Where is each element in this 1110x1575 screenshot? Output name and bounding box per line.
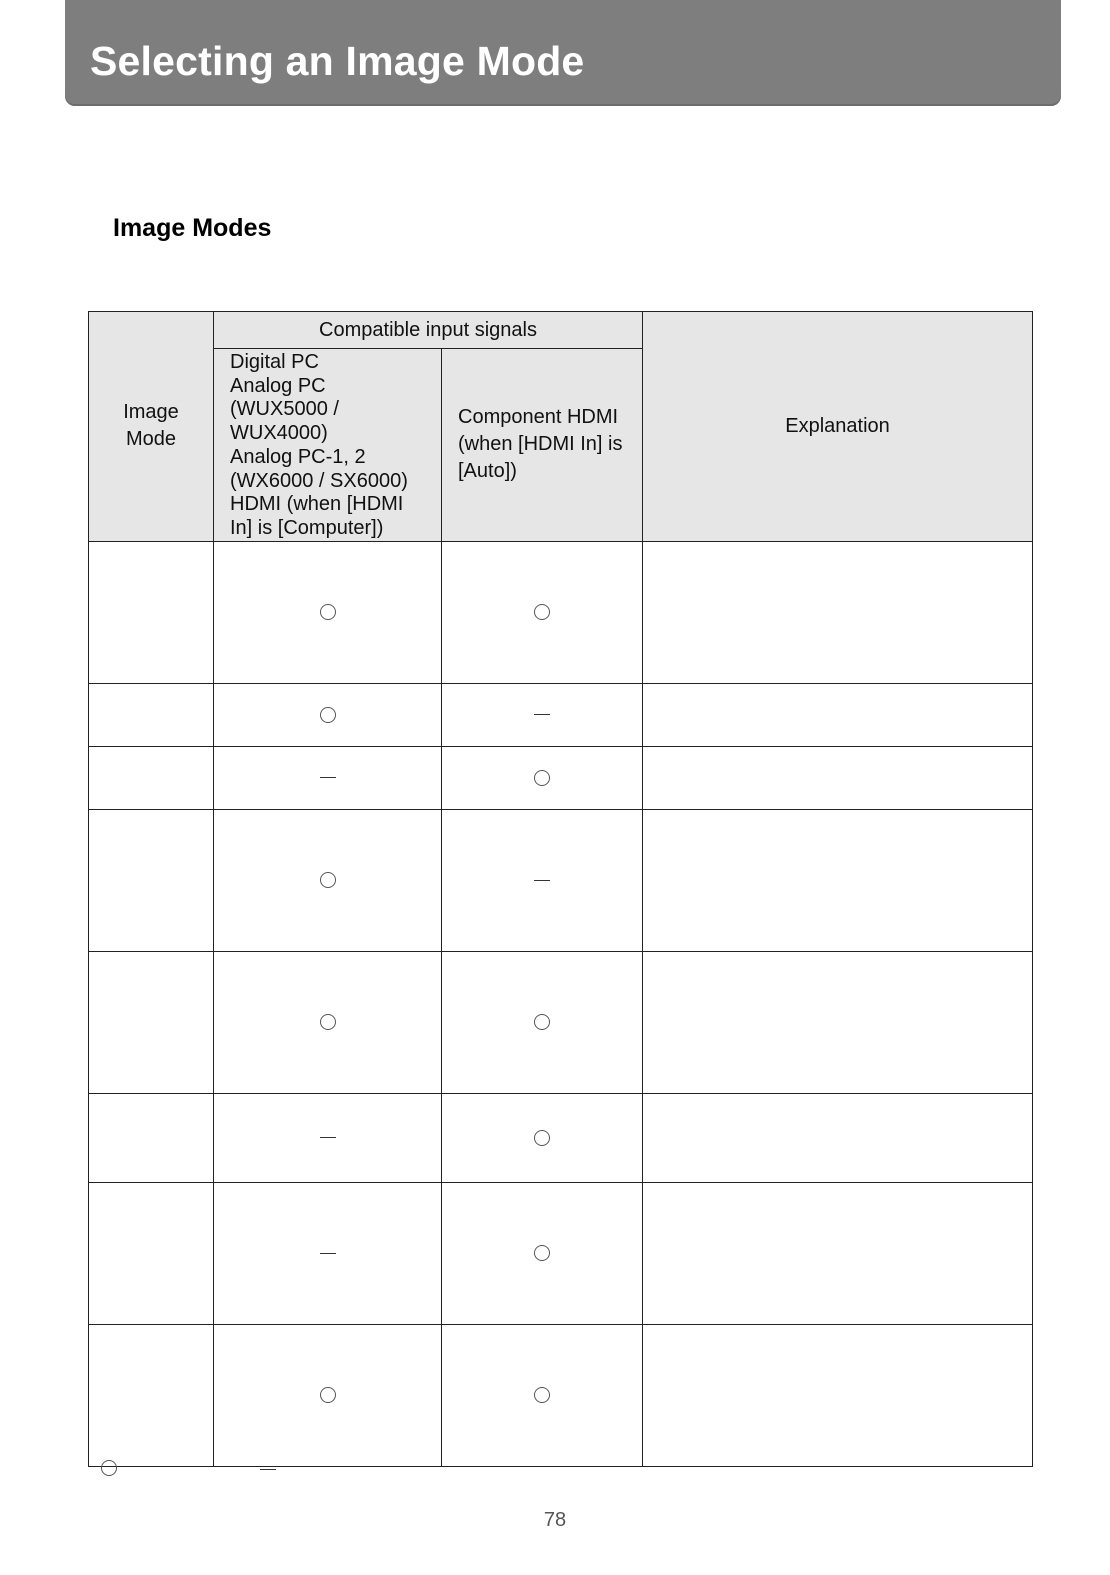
component-hdmi-cell [442, 809, 643, 951]
header-explanation: Explanation [643, 312, 1033, 542]
available-circle-icon [534, 1014, 550, 1030]
header-compatible-input-signals: Compatible input signals [214, 312, 643, 349]
component-hdmi-cell [442, 1093, 643, 1182]
table-row [89, 541, 1033, 683]
unavailable-dash-icon [320, 1253, 336, 1254]
header-digital-pc [214, 349, 442, 542]
header-digital-pc-line: Digital PC [230, 351, 319, 373]
explanation-cell [643, 1093, 1033, 1182]
available-circle-icon [320, 872, 336, 888]
header-image-mode [89, 312, 214, 542]
table-row [89, 951, 1033, 1093]
section-heading: Image Modes [113, 214, 272, 242]
page-title: Selecting an Image Mode [90, 38, 585, 84]
image-mode-cell [89, 1093, 214, 1182]
unavailable-dash-icon [534, 714, 550, 715]
header-digital-pc-line: HDMI (when [HDMI [230, 493, 404, 516]
available-circle-icon [101, 1460, 117, 1476]
image-mode-cell [89, 541, 214, 683]
digital-pc-cell [214, 1182, 442, 1324]
unavailable-dash-icon [260, 1469, 276, 1470]
component-hdmi-cell [442, 683, 643, 746]
unavailable-dash-icon [320, 777, 336, 778]
header-digital-pc-line: (WUX5000 / WUX4000) [230, 398, 339, 445]
explanation-cell [643, 683, 1033, 746]
available-circle-icon [320, 1014, 336, 1030]
component-hdmi-cell [442, 1324, 643, 1466]
available-circle-icon [534, 770, 550, 786]
available-circle-icon [320, 1387, 336, 1403]
image-mode-cell [89, 951, 214, 1093]
explanation-cell [643, 746, 1033, 809]
explanation-cell [643, 1182, 1033, 1324]
header-component-hdmi-line: (when [HDMI In] is [458, 433, 623, 456]
explanation-cell [643, 951, 1033, 1093]
explanation-cell [643, 809, 1033, 951]
available-circle-icon [320, 707, 336, 723]
component-hdmi-cell [442, 951, 643, 1093]
table-body [89, 541, 1033, 1466]
unavailable-dash-icon [534, 880, 550, 881]
image-mode-cell [89, 809, 214, 951]
table-row [89, 809, 1033, 951]
table-row [89, 1182, 1033, 1324]
header-digital-pc-line: Analog PC-1, 2 [230, 445, 366, 468]
table-row [89, 1324, 1033, 1466]
digital-pc-cell [214, 951, 442, 1093]
digital-pc-cell [214, 1093, 442, 1182]
header-component-hdmi-line: [Auto]) [458, 460, 517, 483]
header-digital-pc-line: Analog PC [230, 374, 326, 397]
explanation-cell [643, 1324, 1033, 1466]
digital-pc-cell [214, 809, 442, 951]
digital-pc-cell [214, 541, 442, 683]
image-mode-cell [89, 683, 214, 746]
table-row [89, 1093, 1033, 1182]
digital-pc-cell [214, 683, 442, 746]
available-circle-icon [320, 604, 336, 620]
component-hdmi-cell [442, 746, 643, 809]
header-digital-pc-line: (WX6000 / SX6000) [230, 469, 408, 492]
page-number: 78 [543, 1509, 567, 1531]
header-component-hdmi-line: Component HDMI [458, 406, 619, 429]
available-circle-icon [534, 604, 550, 620]
explanation-cell [643, 541, 1033, 683]
available-circle-icon [534, 1387, 550, 1403]
unavailable-dash-icon [320, 1137, 336, 1138]
header-image-mode-line: Image [123, 401, 179, 424]
component-hdmi-cell [442, 541, 643, 683]
digital-pc-cell [214, 746, 442, 809]
image-mode-cell [89, 1324, 214, 1466]
table-row [89, 746, 1033, 809]
image-mode-cell [89, 1182, 214, 1324]
title-bar [65, 0, 1061, 106]
available-circle-icon [534, 1245, 550, 1261]
header-component-hdmi [442, 349, 643, 542]
component-hdmi-cell [442, 1182, 643, 1324]
available-circle-icon [534, 1130, 550, 1146]
image-mode-cell [89, 746, 214, 809]
table-row [89, 683, 1033, 746]
image-modes-table [88, 311, 1033, 1467]
digital-pc-cell [214, 1324, 442, 1466]
header-image-mode-line: Mode [125, 428, 177, 451]
header-digital-pc-line: In] is [Computer]) [230, 516, 384, 539]
